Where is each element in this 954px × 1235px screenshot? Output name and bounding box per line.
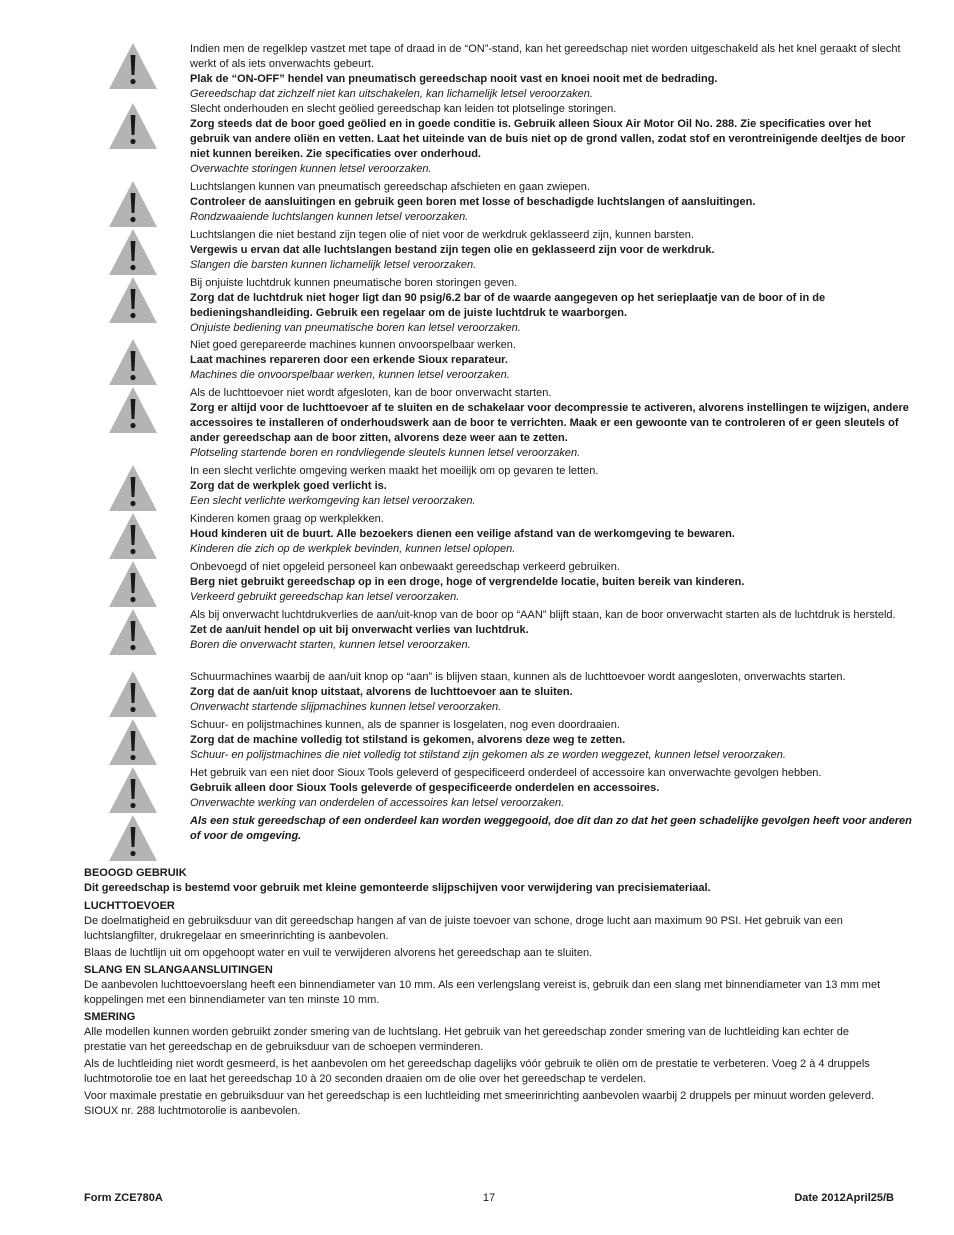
warning-triangle-icon bbox=[108, 102, 158, 150]
section-paragraph: Alle modellen kunnen worden gebruikt zonder smering van de luchtslang. Het gebruik van het gereedschap zonder smering van de luchtleiding kan echter de prestatie van het gereedschap en de gebruiksduur van de schoepen verminderen. bbox=[84, 1026, 849, 1053]
warning-triangle-icon bbox=[108, 608, 158, 656]
section bbox=[84, 866, 894, 896]
warning-hazard-text: Het gebruik van een niet door Sioux Tools geleverd of gespecificeerd onderdeel of accessoire kan onverwachte gevolgen hebben. bbox=[190, 767, 822, 779]
warning-instruction-text: Zorg dat de werkplek goed verlicht is. bbox=[190, 480, 387, 492]
section-paragraph: De aanbevolen luchttoevoerslang heeft een binnendiameter van 10 mm. Als een verlengslang vereist is, gebruik dan een slang met binnendiameter van 13 mm met koppelingen met een binnendiameter van ten minste 10 mm. bbox=[84, 979, 881, 1006]
warning-instruction-text: Zorg dat de luchtdruk niet hoger ligt dan 90 psig/6.2 bar of de waarde aangegeven op het serieplaatje van de boor of in de bedieningshandleiding. Gebruik een regelaar om de juiste luchtdruk te waarborgen. bbox=[190, 292, 826, 319]
warning-triangle-icon bbox=[108, 718, 158, 766]
footer-page-number: 17 bbox=[482, 1192, 496, 1204]
warning-instruction-text: Plak de “ON-OFF” hendel van pneumatisch gereedschap nooit vast en knoei nooit met de bedrading. bbox=[190, 73, 718, 85]
warning-icon-wrap bbox=[108, 512, 160, 560]
warning-icon-wrap bbox=[108, 560, 160, 608]
warning-triangle-icon bbox=[108, 276, 158, 324]
warning-consequence-text: Gereedschap dat zichzelf niet kan uitschakelen, kan lichamelijk letsel veroorzaken. bbox=[190, 88, 593, 100]
warning-icon-wrap bbox=[108, 42, 160, 90]
warning-item bbox=[108, 670, 913, 718]
warning-instruction-text: Zorg er altijd voor de luchttoevoer af te sluiten en de schakelaar voor decompressie te activeren, alvorens instellingen te wijzigen, andere accessoires te installeren of onderhoudswerk aan de boor te verrichten. Maak er een gewoonte van te controleren of er geen sleutels of ander gereedschap aan de boor zitten, alvorens deze weer aan te zetten. bbox=[190, 402, 909, 444]
section-heading: BEOOGD GEBRUIK bbox=[84, 867, 187, 879]
warning-item bbox=[108, 512, 913, 560]
warning-consequence-text: Schuur- en polijstmachines die niet volledig tot stilstand zijn gekomen als ze worden weggezet, kunnen letsel veroorzaken. bbox=[190, 749, 786, 761]
warning-instruction-text: Zorg dat de aan/uit knop uitstaat, alvorens de luchttoevoer aan te sluiten. bbox=[190, 686, 573, 698]
warning-disposal-text: Als een stuk gereedschap of een onderdeel kan worden weggegooid, doe dit dan zo dat het geen schadelijke gevolgen heeft voor anderen of voor de omgeving. bbox=[190, 815, 912, 842]
warning-icon-wrap bbox=[108, 386, 160, 434]
warning-hazard-text: Kinderen komen graag op werkplekken. bbox=[190, 513, 384, 525]
section-paragraph: Als de luchtleiding niet wordt gesmeerd, is het aanbevolen om het gereedschap dagelijks vóór gebruik te oliën om de prestatie te verbeteren. Voeg 2 à 4 druppels luchtmotorolie toe en laat het gereedschap 10 à 20 seconden draaien om de olie over het gereedschap te verdelen. bbox=[84, 1058, 870, 1085]
warning-icon-wrap bbox=[108, 338, 160, 386]
warning-item bbox=[108, 102, 913, 180]
warning-text bbox=[190, 464, 913, 509]
warning-item bbox=[108, 464, 913, 512]
warning-consequence-text: Slangen die barsten kunnen lichamelijk letsel veroorzaken. bbox=[190, 259, 477, 271]
warning-hazard-text: Schuur- en polijstmachines kunnen, als de spanner is losgelaten, nog even doordraaien. bbox=[190, 719, 620, 731]
warning-consequence-text: Overwachte storingen kunnen letsel veroorzaken. bbox=[190, 163, 432, 175]
warning-triangle-icon bbox=[108, 180, 158, 228]
warning-triangle-icon bbox=[108, 464, 158, 512]
warning-hazard-text: Indien men de regelklep vastzet met tape of draad in de “ON”-stand, kan het gereedschap niet worden uitgeschakeld als het knel geraakt of slecht werkt of als iets onverwachts gebeurt. bbox=[190, 43, 901, 70]
warning-hazard-text: In een slecht verlichte omgeving werken maakt het moeilijk om op gevaren te letten. bbox=[190, 465, 599, 477]
section-heading: SLANG EN SLANGAANSLUITINGEN bbox=[84, 964, 273, 976]
warning-text bbox=[190, 386, 913, 461]
warning-hazard-text: Onbevoegd of niet opgeleid personeel kan onbewaakt gereedschap verkeerd gebruiken. bbox=[190, 561, 620, 573]
warning-item bbox=[108, 718, 913, 766]
warning-hazard-text: Luchtslangen kunnen van pneumatisch gereedschap afschieten en gaan zwiepen. bbox=[190, 181, 590, 193]
footer-form-number: Form ZCE780A bbox=[84, 1192, 163, 1204]
warning-text bbox=[190, 814, 913, 844]
warning-instruction-text: Laat machines repareren door een erkende Sioux reparateur. bbox=[190, 354, 508, 366]
warning-text bbox=[190, 228, 913, 273]
warning-hazard-text: Luchtslangen die niet bestand zijn tegen olie of niet voor de werkdruk geklasseerd zijn, kunnen barsten. bbox=[190, 229, 694, 241]
warning-instruction-text: Vergewis u ervan dat alle luchtslangen bestand zijn tegen olie en geklasseerd zijn voor de werkdruk. bbox=[190, 244, 715, 256]
warning-text bbox=[190, 670, 913, 715]
warning-triangle-icon bbox=[108, 766, 158, 814]
warning-text bbox=[190, 608, 913, 653]
warning-icon-wrap bbox=[108, 814, 160, 862]
warning-item bbox=[108, 42, 913, 102]
warning-instruction-text: Gebruik alleen door Sioux Tools geleverde of gespecificeerde onderdelen en accessoires. bbox=[190, 782, 660, 794]
warning-text bbox=[190, 718, 913, 763]
warning-hazard-text: Als bij onverwacht luchtdrukverlies de aan/uit-knop van de boor op “AAN” blijft staan, kan de boor onverwacht starten als de luchtdruk is hersteld. bbox=[190, 609, 896, 621]
footer-date: Date 2012April25/B bbox=[794, 1192, 894, 1204]
warning-instruction-text: Zorg dat de machine volledig tot stilstand is gekomen, alvorens deze weg te zetten. bbox=[190, 734, 626, 746]
warning-consequence-text: Een slecht verlichte werkomgeving kan letsel veroorzaken. bbox=[190, 495, 476, 507]
warning-text bbox=[190, 560, 913, 605]
warning-icon-wrap bbox=[108, 608, 160, 656]
warning-icon-wrap bbox=[108, 464, 160, 512]
sections-list bbox=[84, 866, 894, 1121]
warning-instruction-text: Controleer de aansluitingen en gebruik geen boren met losse of beschadigde luchtslangen of aansluitingen. bbox=[190, 196, 756, 208]
section bbox=[84, 1010, 894, 1119]
warning-hazard-text: Niet goed gerepareerde machines kunnen onvoorspelbaar werken. bbox=[190, 339, 516, 351]
warning-consequence-text: Boren die onverwacht starten, kunnen letsel veroorzaken. bbox=[190, 639, 471, 651]
warning-text bbox=[190, 42, 913, 102]
warning-item bbox=[108, 560, 913, 608]
warning-consequence-text: Verkeerd gebruikt gereedschap kan letsel veroorzaken. bbox=[190, 591, 460, 603]
warning-text bbox=[190, 276, 913, 336]
warning-icon-wrap bbox=[108, 670, 160, 718]
section-paragraph: Voor maximale prestatie en gebruiksduur van het gereedschap is een luchtleiding met smeerinrichting aanbevolen waarbij 2 druppels per minuut worden geleverd. SIOUX nr. 288 luchtmotorolie is aanbevolen. bbox=[84, 1090, 875, 1117]
warning-hazard-text: Slecht onderhouden en slecht geölied gereedschap kan leiden tot plotselinge storingen. bbox=[190, 103, 617, 115]
warning-instruction-text: Zet de aan/uit hendel op uit bij onverwacht verlies van luchtdruk. bbox=[190, 624, 529, 636]
warning-consequence-text: Onverwachte werking van onderdelen of accessoires kan letsel veroorzaken. bbox=[190, 797, 565, 809]
warning-item bbox=[108, 276, 913, 338]
section-paragraph: Dit gereedschap is bestemd voor gebruik met kleine gemonteerde slijpschijven voor verwijdering van precisiemateriaal. bbox=[84, 882, 711, 894]
warning-triangle-icon bbox=[108, 386, 158, 434]
warning-icon-wrap bbox=[108, 102, 160, 150]
section bbox=[84, 963, 894, 1008]
section-heading: LUCHTTOEVOER bbox=[84, 900, 175, 912]
warnings-list bbox=[108, 42, 913, 862]
warning-triangle-icon bbox=[108, 338, 158, 386]
warning-triangle-icon bbox=[108, 670, 158, 718]
warning-item bbox=[108, 766, 913, 814]
warning-triangle-icon bbox=[108, 42, 158, 90]
warning-icon-wrap bbox=[108, 228, 160, 276]
page-footer bbox=[84, 1191, 894, 1206]
section bbox=[84, 899, 894, 961]
section-heading: SMERING bbox=[84, 1011, 136, 1023]
warning-item bbox=[108, 386, 913, 464]
section-paragraph: Blaas de luchtlijn uit om opgehoopt water en vuil te verwijderen alvorens het gereedschap aan te sluiten. bbox=[84, 947, 593, 959]
warning-icon-wrap bbox=[108, 766, 160, 814]
warning-item bbox=[108, 228, 913, 276]
warning-text bbox=[190, 766, 913, 811]
section-paragraph: De doelmatigheid en gebruiksduur van dit gereedschap hangen af van de juiste toevoer van schone, droge lucht aan maximum 90 PSI. Het gebruik van een luchtslangfilter, drukregelaar en smeerinrichting is aanbevolen. bbox=[84, 915, 843, 942]
warning-text bbox=[190, 512, 913, 557]
warning-instruction-text: Berg niet gebruikt gereedschap op in een droge, hoge of vergrendelde locatie, buiten bereik van kinderen. bbox=[190, 576, 745, 588]
warning-triangle-icon bbox=[108, 814, 158, 862]
warning-icon-wrap bbox=[108, 718, 160, 766]
warning-consequence-text: Machines die onvoorspelbaar werken, kunnen letsel veroorzaken. bbox=[190, 369, 510, 381]
warning-consequence-text: Kinderen die zich op de werkplek bevinden, kunnen letsel oplopen. bbox=[190, 543, 516, 555]
warning-item bbox=[108, 608, 913, 670]
warning-text bbox=[190, 338, 913, 383]
warning-text bbox=[190, 180, 913, 225]
warning-instruction-text: Zorg steeds dat de boor goed geölied en in goede conditie is. Gebruik alleen Sioux Air Motor Oil No. 288. Zie specificaties over het gebruik van andere oliën en vetten. Laat het uiteinde van de buis niet op de grond vallen, zodat stof en verontreinigende deeltjes de boor niet kunnen bereiken. Zie specificaties over onderhoud. bbox=[190, 118, 906, 160]
warning-triangle-icon bbox=[108, 228, 158, 276]
warning-triangle-icon bbox=[108, 560, 158, 608]
warning-icon-wrap bbox=[108, 180, 160, 228]
warning-consequence-text: Rondzwaaiende luchtslangen kunnen letsel veroorzaken. bbox=[190, 211, 469, 223]
warning-consequence-text: Onjuiste bediening van pneumatische boren kan letsel veroorzaken. bbox=[190, 322, 521, 334]
warning-hazard-text: Schuurmachines waarbij de aan/uit knop op “aan” is blijven staan, kunnen als de luchttoevoer wordt aangesloten, onverwachts starten. bbox=[190, 671, 846, 683]
warning-item bbox=[108, 338, 913, 386]
warning-item bbox=[108, 180, 913, 228]
warning-icon-wrap bbox=[108, 276, 160, 324]
warning-hazard-text: Als de luchttoevoer niet wordt afgesloten, kan de boor onverwacht starten. bbox=[190, 387, 552, 399]
warning-triangle-icon bbox=[108, 512, 158, 560]
warning-consequence-text: Plotseling startende boren en rondvliegende sleutels kunnen letsel veroorzaken. bbox=[190, 447, 581, 459]
warning-hazard-text: Bij onjuiste luchtdruk kunnen pneumatische boren storingen geven. bbox=[190, 277, 518, 289]
warning-instruction-text: Houd kinderen uit de buurt. Alle bezoekers dienen een veilige afstand van de werkomgeving te bewaren. bbox=[190, 528, 735, 540]
warning-item bbox=[108, 814, 913, 862]
warning-text bbox=[190, 102, 913, 177]
warning-consequence-text: Onverwacht startende slijpmachines kunnen letsel veroorzaken. bbox=[190, 701, 502, 713]
